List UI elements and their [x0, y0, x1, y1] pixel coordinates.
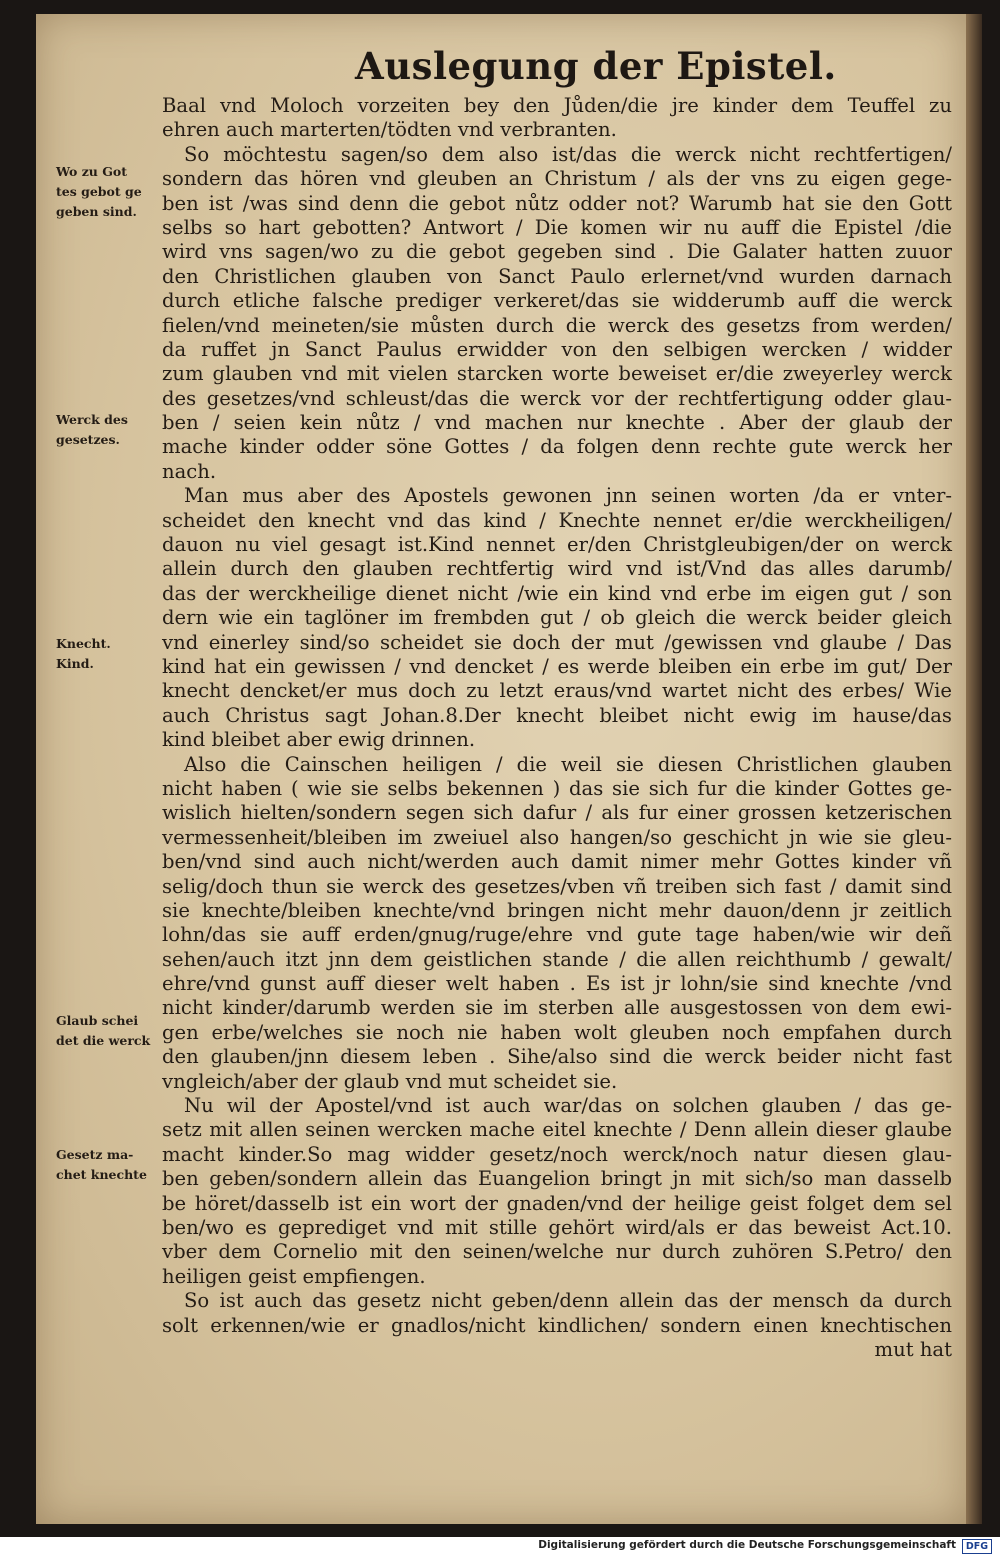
text-line: ben / seien kein nůtz / vnd machen nur knechte . Aber der glaub der — [162, 411, 952, 435]
funding-notice: Digitalisierung gefördert durch die Deutsche Forschungsgemeinschaft — [538, 1539, 956, 1551]
text-line: vnd einerley sind/so scheidet sie doch der mut /gewissen vnd glaube / Das — [162, 630, 952, 654]
marginal-line: Wo zu Got — [56, 164, 128, 179]
marginal-line: chet knechte — [56, 1167, 147, 1182]
text-line: vngleich/aber der glaub vnd mut scheidet sie. — [162, 1069, 618, 1093]
marginal-line: Kind. — [56, 656, 94, 671]
text-line: So ist auch das gesetz nicht geben/denn allein das der mensch da durch — [184, 1289, 952, 1313]
text-line: ben/vnd sind auch nicht/werden auch damit nimer mehr Gottes kinder vñ — [162, 850, 952, 874]
text-line: knecht dencket/er mus doch zu letzt eraus/vnd wartet nicht des erbes/ Wie — [162, 679, 952, 703]
text-line: ben geben/sondern allein das Euangelion bringt jn mit sich/so man dasselb — [162, 1167, 952, 1191]
text-line: macht kinder.So mag widder gesetz/noch werck/noch natur diesen glau- — [162, 1142, 952, 1166]
marginal-line: det die werck — [56, 1033, 151, 1048]
text-line: mache kinder odder söne Gottes / da folgen denn rechte gute werck her — [162, 435, 952, 459]
marginal-note-purpose-of-commandments — [56, 162, 160, 222]
text-line: kind hat ein gewissen / vnd dencket / es werde bleiben ein erbe im gut/ Der — [162, 654, 952, 678]
text-line: solt erkennen/wie er gnadlos/nicht kindlichen/ sondern einen knechtischen — [162, 1313, 952, 1337]
text-line: sehen/auch itzt jnn dem geistlichen stande / die allen reichthumb / gewalt/ — [162, 947, 952, 971]
text-line: be höret/dasselb ist ein wort der gnaden/vnd der heilige geist folget dem sel — [162, 1191, 952, 1215]
text-line: durch etliche falsche prediger verkeret/das sie widderumb auff die werck — [162, 289, 952, 313]
text-line: lohn/das sie auff erden/gnug/ruge/ehre vnd gute tage haben/wie wir deñ — [162, 923, 952, 947]
text-line: ben ist /was sind denn die gebot nůtz odder not? Warumb hat sie den Gott — [162, 191, 952, 215]
text-line: allein durch den glauben rechtfertig wird vnd ist/Vnd das alles darumb/ — [162, 557, 952, 581]
marginal-note-works-of-law — [56, 410, 160, 450]
body-text — [162, 94, 952, 1362]
page-edge — [966, 14, 982, 1524]
marginal-note-law-makes-servants — [56, 1145, 160, 1185]
text-line: nicht kinder/darumb werden sie im sterben alle ausgestossen von dem ewi- — [162, 996, 952, 1020]
text-line: ben/wo es geprediget vnd mit stille gehört wird/als er das beweist Act.10. — [162, 1215, 952, 1239]
text-line: fielen/vnd meineten/sie můsten durch die werck des gesetzs from werden/ — [162, 313, 952, 337]
text-line: nicht haben ( wie sie selbs bekennen ) das sie sich fur die kinder Gottes ge- — [162, 776, 952, 800]
text-line: den glauben/jnn diesem leben . Sihe/also sind die werck beider nicht fast — [162, 1045, 952, 1069]
text-line: heiligen geist empfiengen. — [162, 1264, 426, 1288]
marginal-line: Gesetz ma- — [56, 1147, 134, 1162]
text-line: Man mus aber des Apostels gewonen jnn seinen worten /da er vnter- — [184, 484, 952, 508]
text-line: So möchtestu sagen/so dem also ist/das die werck nicht rechtfertigen/ — [184, 142, 952, 166]
text-line: vermessenheit/bleiben im zweiuel also hangen/so geschicht jn wie sie gleu- — [162, 825, 952, 849]
text-line: Nu wil der Apostel/vnd ist auch war/das on solchen glauben / das ge- — [184, 1094, 952, 1118]
dfg-logo: DFG — [962, 1539, 992, 1554]
text-line: des gesetzes/vnd schleust/das die werck vor der rechtfertigung odder glau- — [162, 386, 952, 410]
text-line: sondern das hören vnd gleuben an Christum / als der vns zu eigen gege- — [162, 167, 952, 191]
text-line: Baal vnd Moloch vorzeiten bey den Jůden/die jre kinder dem Teuffel zu — [162, 94, 952, 117]
text-line: dauon nu viel gesagt ist.Kind nennet er/den Christgleubigen/der on werck — [162, 533, 952, 557]
text-line: dern wie ein taglöner im frembden gut / ob gleich die werck beider gleich — [162, 606, 952, 630]
running-title: Auslegung der Epistel. — [355, 44, 837, 88]
text-line: da ruffet jn Sanct Paulus erwidder von den selbigen wercken / widder — [162, 337, 952, 361]
text-line: setz mit allen seinen wercken mache eitel knechte / Denn allein dieser glaube — [162, 1118, 952, 1142]
text-line: nach. — [162, 459, 217, 483]
text-line: das der werckheilige dienet nicht /wie ein kind vnd erbe im eigen gut / son — [162, 581, 952, 605]
marginal-line: Werck des — [56, 412, 128, 427]
text-line: auch Christus sagt Johan.8.Der knecht bleibet nicht ewig im hause/das — [162, 703, 952, 727]
marginal-note-servant-child — [56, 634, 160, 674]
text-line: gen erbe/welches sie noch nie haben wolt gleuben noch empfahen durch — [162, 1020, 952, 1044]
text-line: wislich hielten/sondern segen sich dafur / als fur einer grossen ketzerischen — [162, 801, 952, 825]
marginal-line: Knecht. — [56, 636, 111, 651]
text-line: selbs so hart gebotten? Antwort / Die komen wir nu auff die Epistel /die — [162, 215, 952, 239]
marginal-line: tes gebot ge — [56, 184, 142, 199]
text-line: sie knechte/bleiben knechte/vnd bringen nicht mehr dauon/denn jr zeitlich — [162, 898, 952, 922]
text-line: Also die Cainschen heiligen / die weil sie diesen Christlichen glauben — [184, 752, 952, 776]
text-line: ehre/vnd gunst auff dieser welt haben . Es ist jr lohn/sie sind knechte /vnd — [162, 972, 952, 996]
text-line: zum glauben vnd mit vielen starcken worte beweiset er/die zweyerley werck — [162, 362, 952, 386]
marginal-line: gesetzes. — [56, 432, 120, 447]
text-line: mut hat — [874, 1337, 952, 1361]
marginal-line: Glaub schei — [56, 1013, 139, 1028]
text-line: scheidet den knecht vnd das kind / Knechte nennet er/die werckheiligen/ — [162, 508, 952, 532]
marginal-note-faith-divides-works — [56, 1011, 160, 1051]
text-line: vber dem Cornelio mit den seinen/welche nur durch zuhören S.Petro/ den — [162, 1240, 952, 1264]
text-line: wird vns sagen/wo zu die gebot gegeben sind . Die Galater hatten zuuor — [162, 240, 952, 264]
text-line: den Christlichen glauben von Sanct Paulo erlernet/vnd wurden darnach — [162, 264, 952, 288]
marginal-line: geben sind. — [56, 204, 137, 219]
text-line: kind bleibet aber ewig drinnen. — [162, 728, 476, 752]
text-line: selig/doch thun sie werck des gesetzes/vben vñ treiben sich fast / damit sind — [162, 874, 952, 898]
text-line: ehren auch marterten/tödten vnd verbranten. — [162, 118, 617, 142]
